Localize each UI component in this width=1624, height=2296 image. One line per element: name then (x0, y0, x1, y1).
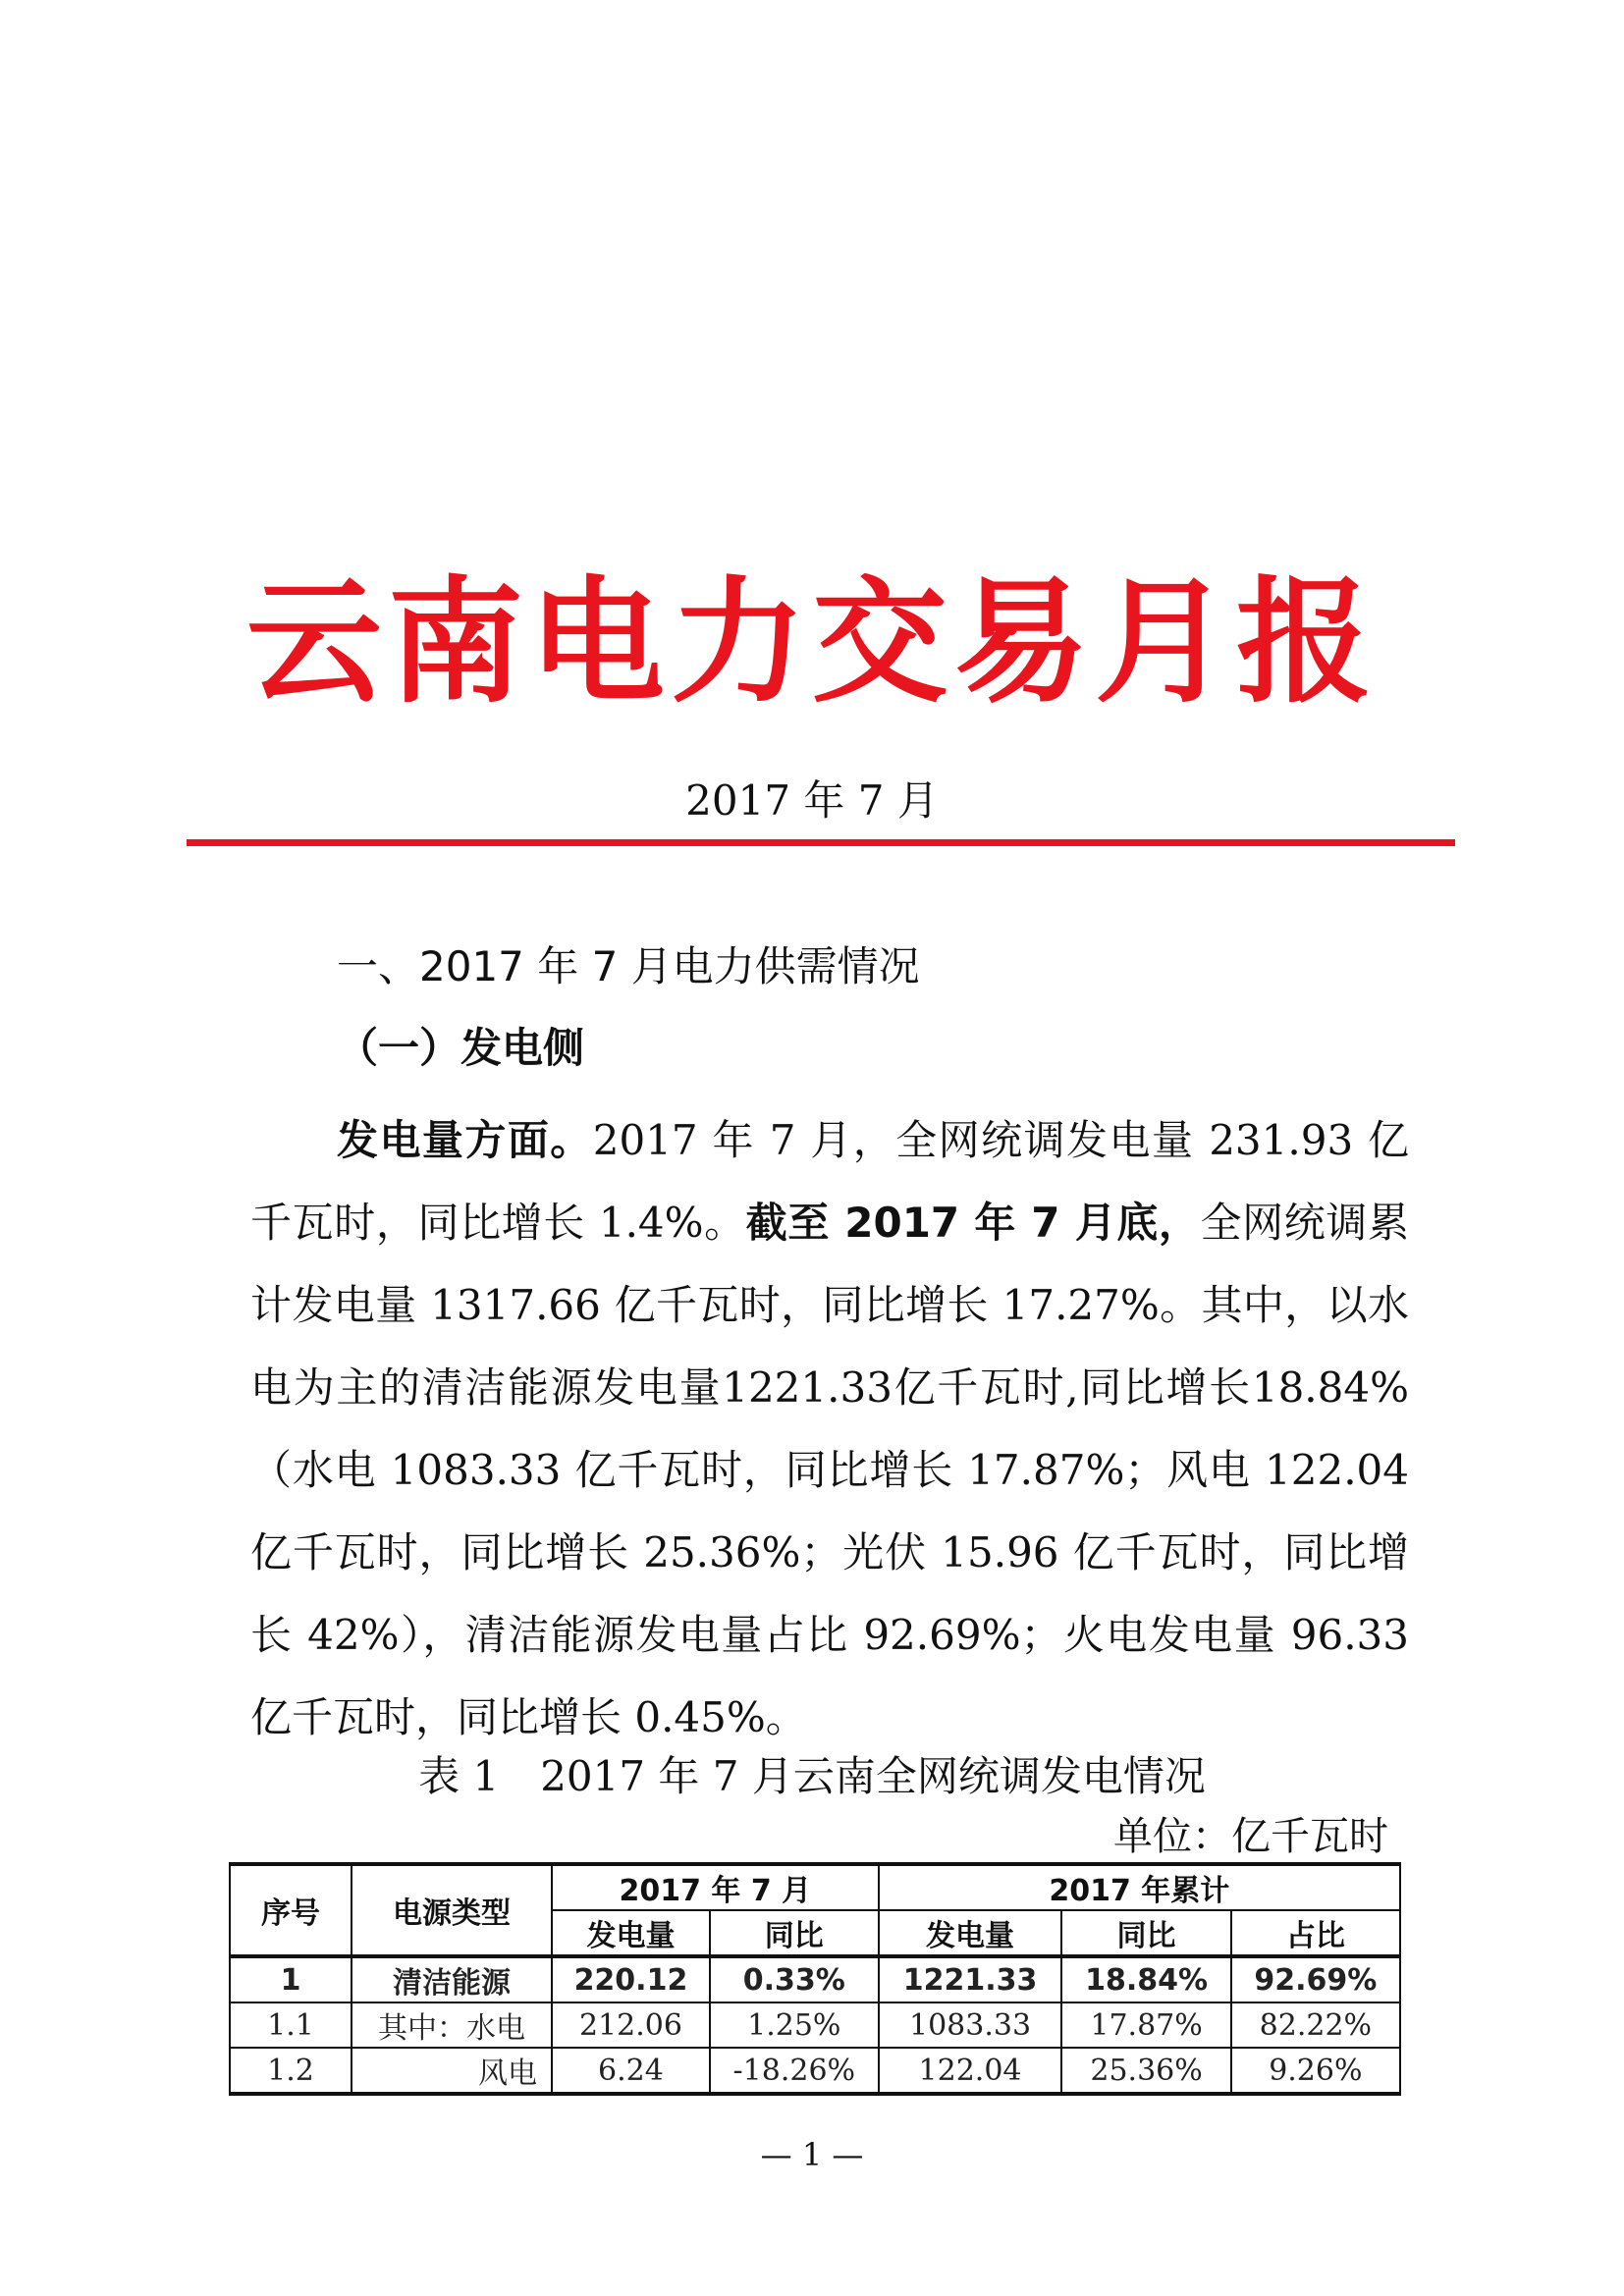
paragraph-line: 电为主的清洁能源发电量1221.33亿千瓦时,同比增长18.84% (250, 1363, 1409, 1412)
section-heading: 一、2017 年 7 月电力供需情况 (337, 942, 920, 990)
header-generation: 发电量 (552, 1910, 710, 1956)
page-number: — 1 — (760, 2136, 864, 2173)
cell-generation: 212.06 (552, 2002, 710, 2048)
header-cumulative-yoy: 同比 (1061, 1910, 1230, 1956)
cell-share: 9.26% (1231, 2048, 1400, 2094)
paragraph-line: 亿千瓦时，同比增长 25.36%；光伏 15.96 亿千瓦时，同比增 (250, 1528, 1409, 1576)
title-divider (187, 839, 1455, 846)
header-cumulative-group: 2017 年累计 (879, 1864, 1400, 1910)
cell-generation: 6.24 (552, 2048, 710, 2094)
lead-bold-text: 发电量方面。 (337, 1116, 593, 1164)
table-row (230, 2048, 1400, 2094)
cell-cumulative-generation: 1221.33 (879, 1956, 1062, 2002)
header-cumulative-generation: 发电量 (879, 1910, 1062, 1956)
cell-seq: 1 (230, 1956, 352, 2002)
paragraph-line: （水电 1083.33 亿千瓦时，同比增长 17.87%；风电 122.04 (250, 1446, 1409, 1494)
cell-cumulative-generation: 1083.33 (879, 2002, 1062, 2048)
header-seq: 序号 (230, 1864, 352, 1956)
cell-type: 清洁能源 (352, 1956, 552, 2002)
paragraph-line: 计发电量 1317.66 亿千瓦时，同比增长 17.27%。其中，以水 (250, 1281, 1409, 1329)
cell-yoy: 0.33% (710, 1956, 879, 2002)
cell-yoy: 1.25% (710, 2002, 879, 2048)
cell-yoy: -18.26% (710, 2048, 879, 2094)
table-row (230, 2002, 1400, 2048)
bold-text: 截至 2017 年 7 月底， (745, 1199, 1201, 1247)
paragraph-line: 发电量方面。2017 年 7 月，全网统调发电量 231.93 亿 (337, 1116, 1409, 1164)
cell-type: 其中：水电 (352, 2002, 552, 2048)
header-share: 占比 (1231, 1910, 1400, 1956)
generation-table (229, 1862, 1401, 2096)
header-type: 电源类型 (352, 1864, 552, 1956)
paragraph-line: 长 42%），清洁能源发电量占比 92.69%；火电发电量 96.33 (250, 1611, 1409, 1659)
cell-share: 82.22% (1231, 2002, 1400, 2048)
table-row (230, 1956, 1400, 2002)
cell-seq: 1.2 (230, 2048, 352, 2094)
header-yoy: 同比 (710, 1910, 879, 1956)
subsection-heading: （一）发电侧 (337, 1024, 585, 1072)
table-caption: 表 1 2017 年 7 月云南全网统调发电情况 (418, 1752, 1206, 1800)
table-unit: 单位：亿千瓦时 (1113, 1814, 1388, 1859)
report-date: 2017 年 7 月 (685, 776, 939, 825)
report-title: 云南电力交易月报 (245, 563, 1378, 721)
cell-cumulative-yoy: 25.36% (1061, 2048, 1230, 2094)
body-paragraph (250, 1099, 1409, 1759)
cell-cumulative-generation: 122.04 (879, 2048, 1062, 2094)
cell-cumulative-yoy: 18.84% (1061, 1956, 1230, 2002)
cell-generation: 220.12 (552, 1956, 710, 2002)
cell-type: 风电 (352, 2048, 552, 2094)
cell-seq: 1.1 (230, 2002, 352, 2048)
paragraph-line: 千瓦时，同比增长 1.4%。截至 2017 年 7 月底，全网统调累 (250, 1199, 1409, 1247)
cell-cumulative-yoy: 17.87% (1061, 2002, 1230, 2048)
paragraph-line: 亿千瓦时，同比增长 0.45%。 (250, 1693, 807, 1741)
cell-share: 92.69% (1231, 1956, 1400, 2002)
header-month-group: 2017 年 7 月 (552, 1864, 879, 1910)
